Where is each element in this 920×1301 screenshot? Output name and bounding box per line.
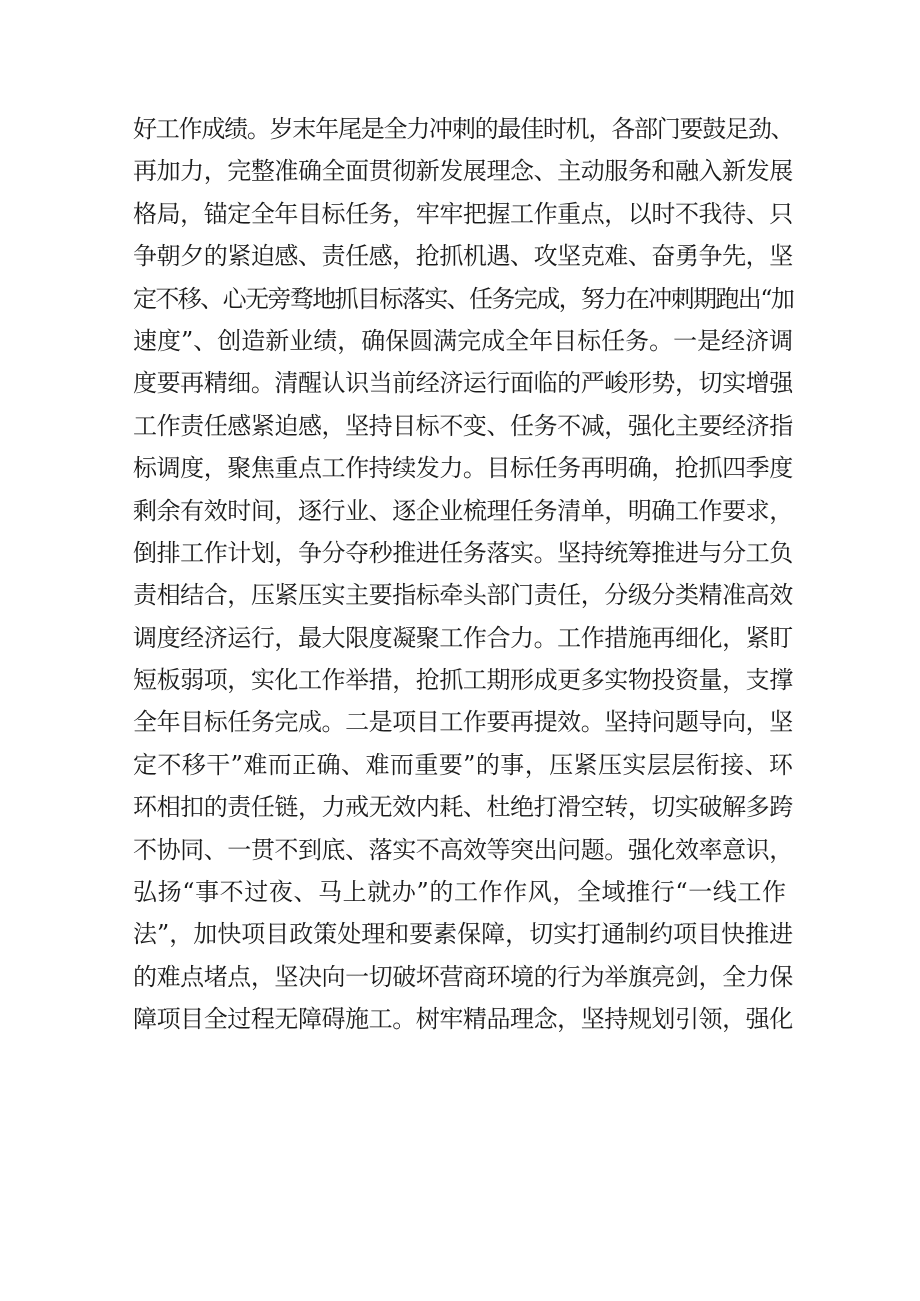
text-line-4: 争朝夕的紧迫感、责任感，抢抓机遇、攻坚克难、奋勇争先，坚 (133, 242, 793, 271)
text-line-3: 格局，锚定全年目标任务，牢牢把握工作重点，以时不我待、只 (133, 199, 793, 228)
text-line-9: 标调度，聚焦重点工作持续发力。目标任务再明确，抢抓四季度 (133, 454, 793, 483)
text-line-15: 全年目标任务完成。二是项目工作要再提效。坚持问题导向，坚 (133, 708, 793, 737)
text-line-19: 弘扬“事不过夜、马上就办”的工作作风，全域推行“一线工作 (133, 878, 787, 907)
text-line-13: 调度经济运行，最大限度凝聚工作合力。工作措施再细化，紧盯 (133, 623, 793, 652)
text-line-10: 剩余有效时间，逐行业、逐企业梳理任务清单，明确工作要求， (133, 496, 793, 525)
text-line-1: 好工作成绩。岁末年尾是全力冲刺的最佳时机，各部门要鼓足劲、 (133, 115, 794, 143)
text-line-8: 工作责任感紧迫感，坚持目标不变、任务不减，强化主要经济指 (133, 411, 793, 440)
text-line-7: 度要再精细。清醒认识当前经济运行面临的严峻形势，切实增强 (133, 369, 793, 398)
text-line-18: 不协同、一贯不到底、落实不高效等突出问题。强化效率意识， (133, 835, 793, 864)
text-line-20: 法”，加快项目政策处理和要素保障，切实打通制约项目快推进 (133, 920, 794, 949)
text-line-11: 倒排工作计划，争分夺秒推进任务落实。坚持统筹推进与分工负 (133, 538, 793, 567)
text-line-16: 定不移干”难而正确、难而重要”的事，压紧压实层层衔接、环 (133, 750, 794, 779)
text-line-6: 速度”、创造新业绩，确保圆满完成全年目标任务。一是经济调 (133, 326, 794, 355)
text-line-17: 环相扣的责任链，力戒无效内耗、杜绝打滑空转，切实破解多跨 (133, 793, 793, 822)
text-line-22: 障项目全过程无障碍施工。树牢精品理念，坚持规划引领，强化 (133, 1005, 793, 1034)
text-line-21: 的难点堵点，坚决向一切破坏营商环境的行为举旗亮剑，全力保 (133, 962, 793, 991)
body-text (133, 108, 793, 1041)
text-line-5: 定不移、心无旁骛地抓目标落实、任务完成，努力在冲刺期跑出“加 (133, 284, 794, 313)
text-line-12: 责相结合，压紧压实主要指标牵头部门责任，分级分类精准高效 (133, 581, 793, 610)
text-line-2: 再加力，完整准确全面贯彻新发展理念、主动服务和融入新发展 (133, 157, 793, 186)
text-line-14: 短板弱项，实化工作举措，抢抓工期形成更多实物投资量，支撑 (133, 666, 793, 695)
